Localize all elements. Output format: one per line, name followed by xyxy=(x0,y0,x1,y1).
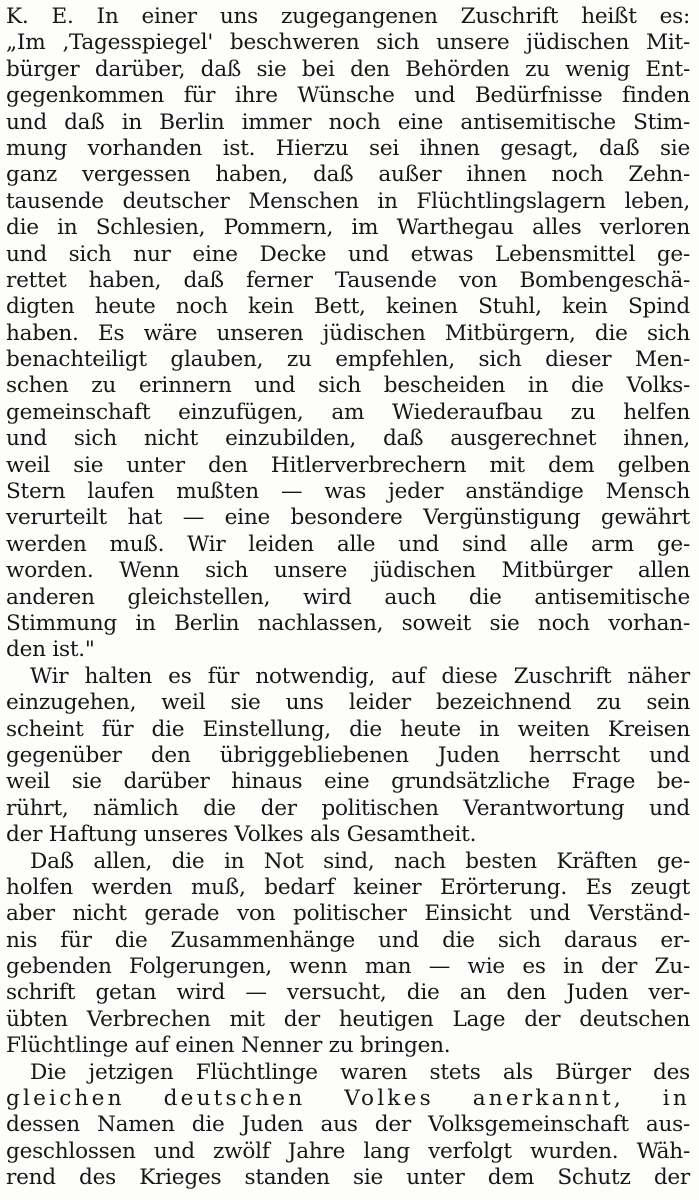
text-line: gebenden Folgerungen, wenn man — wie es in der Zu- xyxy=(6,954,690,980)
text-line: aber nicht gerade von politischer Einsicht und Verständ- xyxy=(6,901,690,927)
text-line: weil sie darüber hinaus eine grundsätzliche Frage be- xyxy=(6,769,690,795)
text-line: gemeinschaft einzufügen, am Wiederaufbau zu helfen xyxy=(6,399,690,425)
text-line: benachteiligt glauben, zu empfehlen, sich dieser Men- xyxy=(6,347,690,373)
text-line: die in Schlesien, Pommern, im Warthegau alles verloren xyxy=(6,215,690,241)
text-line: schen zu erinnern und sich bescheiden in die Volks- xyxy=(6,373,690,399)
text-line: digten heute noch kein Bett, keinen Stuhl, kein Spind xyxy=(6,294,690,320)
text-line: dessen Namen die Juden aus der Volksgemeinschaft aus- xyxy=(6,1112,690,1138)
text-line: Flüchtlinge auf einen Nenner zu bringen. xyxy=(6,1033,451,1059)
text-line: geschlossen und zwölf Jahre lang verfolgt wurden. Wäh- xyxy=(6,1138,690,1164)
text-line: Die jetzigen Flüchtlinge waren stets als Bürger des xyxy=(30,1059,690,1085)
text-line: ganz vergessen haben, daß außer ihnen noch Zehn- xyxy=(6,162,690,188)
text-line: verurteilt hat — eine besondere Vergünstigung gewährt xyxy=(6,505,690,531)
text-line: gegenüber den übriggebliebenen Juden herrscht und xyxy=(6,742,690,768)
text-line: worden. Wenn sich unsere jüdischen Mitbürger allen xyxy=(6,558,690,584)
text-line: bürger darüber, daß sie bei den Behörden zu wenig Ent- xyxy=(6,56,690,82)
text-line: mung vorhanden ist. Hierzu sei ihnen gesagt, daß sie xyxy=(6,135,690,161)
paragraph-response xyxy=(6,664,690,849)
article-column xyxy=(6,4,690,1192)
text-line: scheint für die Einstellung, die heute in weiten Kreisen xyxy=(6,716,690,742)
text-line: „Im ‚Tagesspiegel' beschweren sich unsere jüdischen Mit- xyxy=(6,30,690,56)
text-line: und sich nicht einzubilden, daß ausgerechnet ihnen, xyxy=(6,426,690,452)
text-line: Daß allen, die in Not sind, nach besten Kräften ge- xyxy=(30,848,690,874)
text-line: Stimmung in Berlin nachlassen, soweit sie noch vorhan- xyxy=(6,610,690,636)
text-line: Wir halten es für notwendig, auf diese Zuschrift näher xyxy=(30,663,690,689)
text-line: der Haftung unseres Volkes als Gesamtheit. xyxy=(6,822,477,848)
text-line: und sich nur eine Decke und etwas Lebensmittel ge- xyxy=(6,241,690,267)
text-line: werden muß. Wir leiden alle und sind alle arm ge- xyxy=(6,531,690,557)
text-line: nis für die Zusammenhänge und die sich daraus er- xyxy=(6,927,690,953)
text-line: holfen werden muß, bedarf keiner Erörterung. Es zeugt xyxy=(6,874,690,900)
text-line: gleichen deutschen Volkes anerkannt, in xyxy=(6,1086,690,1112)
text-line: rettet haben, daß ferner Tausende von Bombengeschä- xyxy=(6,267,690,293)
text-line: übten Verbrechen mit der heutigen Lage der deutschen xyxy=(6,1006,690,1032)
text-line: einzugehen, weil sie uns leider bezeichnend zu sein xyxy=(6,690,690,716)
text-line: gegenkommen für ihre Wünsche und Bedürfnisse finden xyxy=(6,83,690,109)
text-line: Stern laufen mußten — was jeder anständige Mensch xyxy=(6,479,690,505)
text-line: rührt, nämlich die der politischen Verantwortung und xyxy=(6,795,690,821)
paragraph-letter-quote xyxy=(6,4,690,664)
paragraph-argument xyxy=(6,849,690,1060)
text-line: den ist." xyxy=(6,637,95,663)
text-line: rend des Krieges standen sie unter dem Schutz der xyxy=(6,1165,690,1191)
text-line: schrift getan wird — versucht, die an den Juden ver- xyxy=(6,980,690,1006)
text-line: weil sie unter den Hitlerverbrechern mit dem gelben xyxy=(6,452,690,478)
paragraph-refugees xyxy=(6,1060,690,1192)
text-line: tausende deutscher Menschen in Flüchtlingslagern leben, xyxy=(6,188,690,214)
text-line: haben. Es wäre unseren jüdischen Mitbürgern, die sich xyxy=(6,320,690,346)
text-line: K. E. In einer uns zugegangenen Zuschrift heißt es: xyxy=(6,4,690,29)
text-line: und daß in Berlin immer noch eine antisemitische Stim- xyxy=(6,109,690,135)
text-line: anderen gleichstellen, wird auch die antisemitische xyxy=(6,584,690,610)
